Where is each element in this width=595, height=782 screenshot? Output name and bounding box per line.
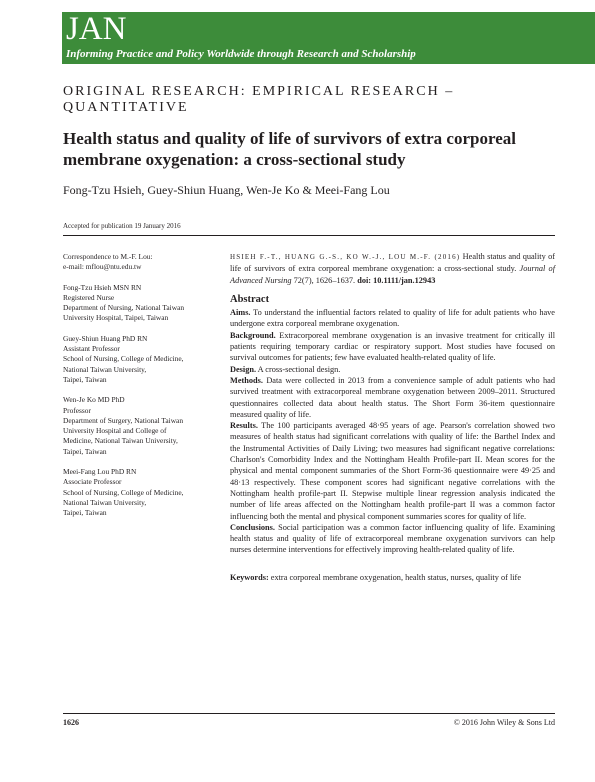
abstract-section-text: Social participation was a common factor influencing quality of life. Examining health status and quality of life of extracorporeal membrane oxygenation survivors can help nurses determine interventions for effectively improving health-related quality of life. bbox=[230, 522, 555, 555]
journal-tagline: Informing Practice and Policy Worldwide through Research and Scholarship bbox=[66, 48, 416, 60]
abstract-section bbox=[230, 420, 555, 522]
abstract-section bbox=[230, 330, 555, 364]
accepted-date: Accepted for publication 19 January 2016 bbox=[63, 222, 181, 230]
affiliation-line: National Taiwan University, bbox=[63, 364, 147, 374]
citation bbox=[230, 251, 555, 286]
correspondence-email: e-mail: mflou@ntu.edu.tw bbox=[63, 262, 142, 272]
abstract-section bbox=[230, 522, 555, 556]
affiliation-block bbox=[63, 467, 221, 518]
author-list: Fong-Tzu Hsieh, Guey-Shiun Huang, Wen-Je Ko & Meei-Fang Lou bbox=[63, 183, 390, 197]
affiliation-block bbox=[63, 334, 221, 385]
abstract-section-label: Aims. bbox=[230, 308, 251, 318]
citation-volume: 72(7), 1626–1637. bbox=[291, 275, 358, 285]
affiliation-line: Professor bbox=[63, 405, 91, 415]
affiliation-block bbox=[63, 395, 221, 457]
affiliation-line: Fong-Tzu Hsieh MSN RN bbox=[63, 282, 142, 292]
keywords-label: Keywords: bbox=[230, 572, 269, 582]
abstract-section bbox=[230, 364, 555, 375]
abstract-section-text: A cross-sectional design. bbox=[256, 364, 341, 374]
affiliation-line: Taipei, Taiwan bbox=[63, 374, 107, 384]
affiliation-line: Guey-Shiun Huang PhD RN bbox=[63, 333, 148, 343]
citation-doi[interactable]: doi: 10.1111/jan.12943 bbox=[357, 275, 436, 285]
abstract-section-text: To understand the influential factors related to quality of life for adult patients who have undergone extra corporeal membrane oxygenation. bbox=[230, 308, 555, 329]
affiliation-line: Wen-Je Ko MD PhD bbox=[63, 395, 125, 405]
affiliation-line: Medicine, National Taiwan University, bbox=[63, 436, 178, 446]
article-title: Health status and quality of life of survivors of extra corporeal membrane oxygenation: a cross-sectional study bbox=[63, 129, 516, 169]
affiliation-block bbox=[63, 283, 221, 324]
copyright: © 2016 John Wiley & Sons Ltd bbox=[453, 718, 555, 727]
affiliation-line: University Hospital, Taipei, Taiwan bbox=[63, 313, 169, 323]
page-number: 1626 bbox=[63, 718, 79, 727]
affiliation-line: Taipei, Taiwan bbox=[63, 446, 107, 456]
abstract-section-text: Data were collected in 2013 from a convenience sample of adult patients who had survived treatment with extracorporeal membrane oxygenation between 2009–2011. Structured questionnaires collected data about health status. The Short Form 36-item questionnaire measured quality of life. bbox=[230, 375, 555, 419]
journal-logo: JAN bbox=[66, 11, 127, 47]
abstract-section-text: Extracorporeal membrane oxygenation is an invasive treatment for critically ill patients requiring temporary cardiac or respiratory support. Most studies have focused on survival outcomes for patients; few have evaluated health-related quality of life. bbox=[230, 330, 555, 363]
citation-text: Health status and quality of life of survivors of extra corporeal membrane oxygenation: a cross-sectional study. bbox=[230, 252, 555, 274]
abstract-section bbox=[230, 375, 555, 420]
abstract-section-label: Methods. bbox=[230, 375, 263, 385]
correspondence-line: Correspondence to M.-F. Lou: bbox=[63, 252, 153, 261]
abstract-heading: Abstract bbox=[230, 293, 270, 305]
affiliation-line: Department of Nursing, National Taiwan bbox=[63, 303, 185, 313]
affiliation-line: Meei-Fang Lou PhD RN bbox=[63, 467, 137, 477]
abstract-section-label: Results. bbox=[230, 421, 258, 431]
abstract-section-text: The 100 participants averaged 48·95 years of age. Pearson's correlation showed two measures of health status had significant correlations with quality of life: the Barthel Index and the Instrumental Activities of Daily Living; two measures had significant negative correlations: Charlson's Comorbidity Index and the Nottingham Health Profile-part II. Mean scores for the physical and mental component summaries of the Short Form-36 questionnaire were 49·25 and 48·13 respectively. These component scores had significant negative correlations with the Nottingham health profile-part II. Stepwise multiple linear regression analysis indicated the number of life areas affected on the Nottingham health profile-part II was a common factor influencing both the mental and physical component summaries scores for quality of life. bbox=[230, 421, 555, 521]
abstract-section-label: Conclusions. bbox=[230, 522, 275, 532]
abstract-column bbox=[230, 251, 555, 583]
affiliation-line: Department of Surgery, National Taiwan bbox=[63, 415, 184, 425]
affiliation-line: School of Nursing, College of Medicine, bbox=[63, 487, 184, 497]
affiliation-line: Taipei, Taiwan bbox=[63, 508, 107, 518]
header-rule bbox=[63, 235, 555, 236]
citation-journal: Journal of Advanced Nursing bbox=[230, 264, 555, 285]
article-type-label: ORIGINAL RESEARCH: EMPIRICAL RESEARCH – QUANTITATIVE bbox=[63, 84, 455, 115]
affiliation-line: Registered Nurse bbox=[63, 292, 115, 302]
footer-rule bbox=[63, 713, 555, 714]
affiliation-line: Associate Professor bbox=[63, 477, 122, 487]
citation-authors: HSIEH F.-T., HUANG G.-S., KO W.-J., LOU M.-F. (2016) bbox=[230, 253, 461, 261]
abstract-section-label: Design. bbox=[230, 364, 257, 374]
affiliation-line: National Taiwan University, bbox=[63, 497, 147, 507]
affiliation-line: Assistant Professor bbox=[63, 344, 120, 354]
abstract-section-label: Background. bbox=[230, 330, 276, 340]
affiliation-line: School of Nursing, College of Medicine, bbox=[63, 354, 184, 364]
author-affiliations bbox=[63, 252, 221, 529]
affiliation-line: University Hospital and College of bbox=[63, 426, 167, 436]
keywords bbox=[230, 572, 555, 583]
journal-banner bbox=[62, 12, 595, 64]
abstract-section bbox=[230, 307, 555, 330]
keywords-text: extra corporeal membrane oxygenation, health status, nurses, quality of life bbox=[268, 572, 521, 582]
correspondence-block bbox=[63, 252, 221, 273]
